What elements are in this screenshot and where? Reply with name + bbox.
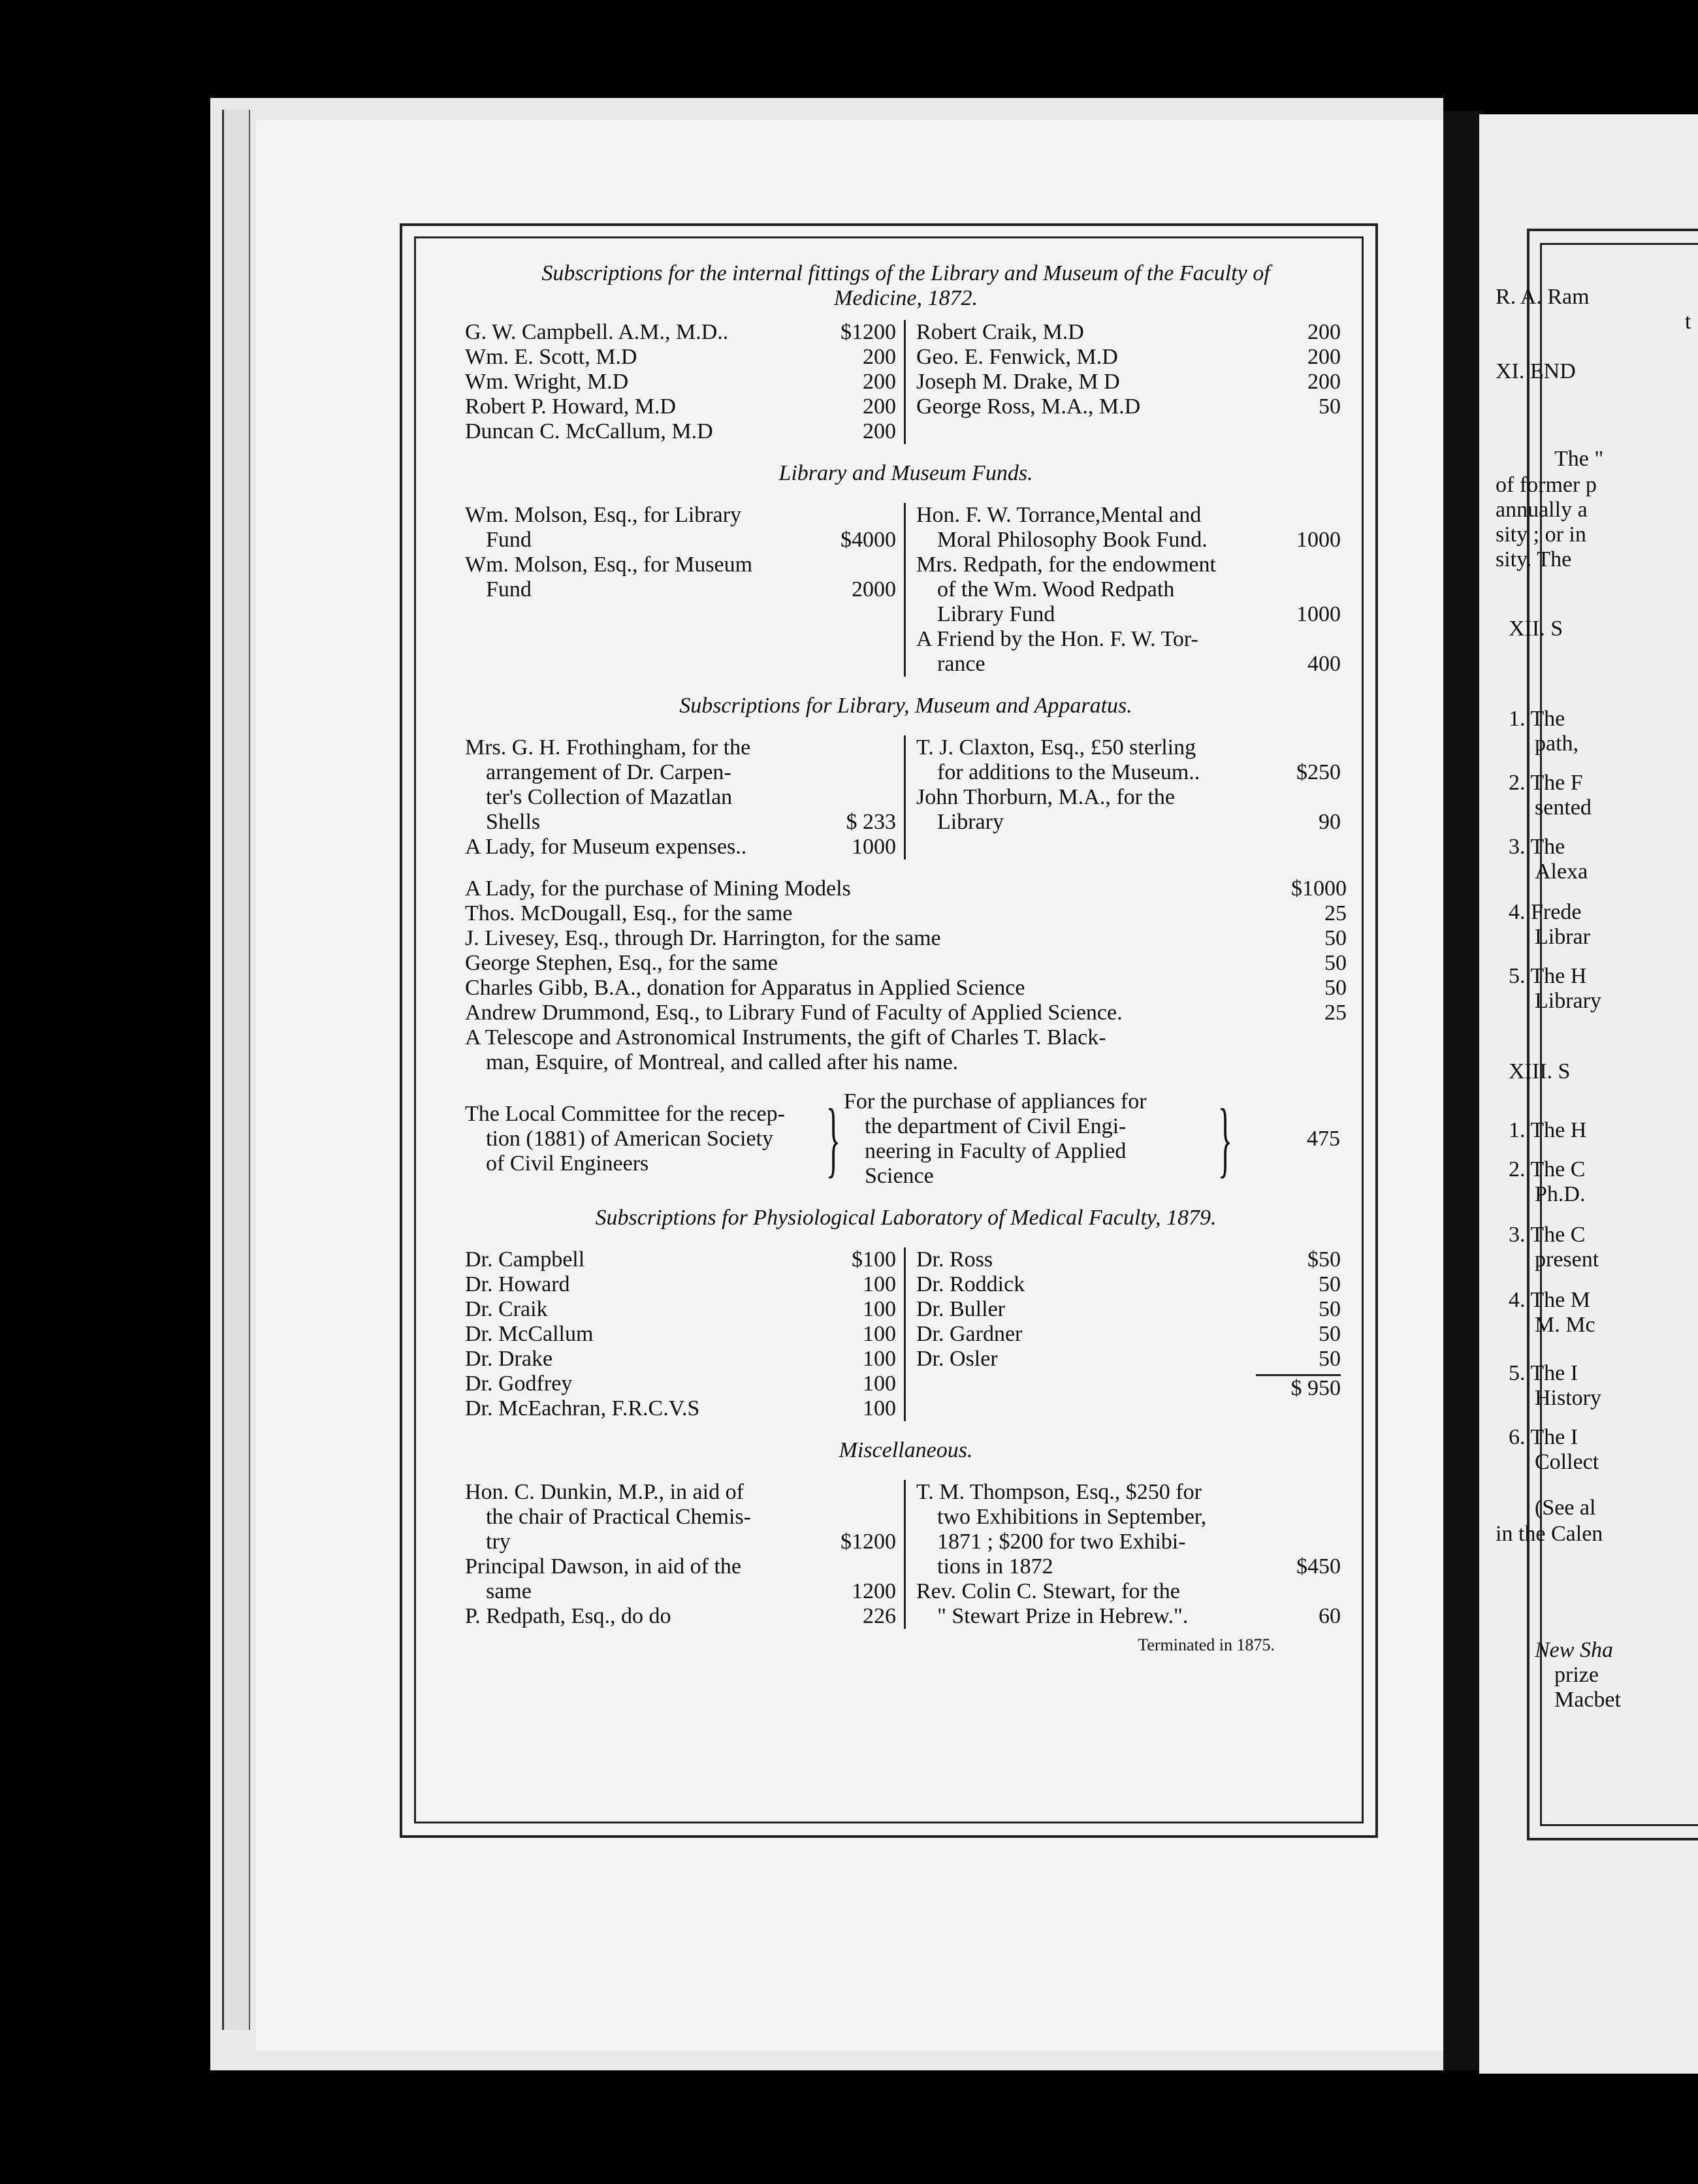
- list-item: " Stewart Prize in Hebrew.". 60: [937, 1604, 1341, 1628]
- right-page-text: 3. The: [1509, 835, 1565, 859]
- telescope-entry: A Telescope and Astronomical Instruments, the gift of Charles T. Black- man, Esquire, of Montreal, and called after his name.: [465, 1025, 1106, 1074]
- list-item: Dr. Drake 100: [465, 1347, 896, 1371]
- section-title-funds: Library and Museum Funds.: [778, 461, 1033, 485]
- right-page-text: Macbet: [1554, 1688, 1621, 1712]
- list-item: J. Livesey, Esq., through Dr. Harrington, for the same 50: [465, 926, 1347, 950]
- physio-left: [465, 1247, 906, 1421]
- right-page-text: XII. S: [1509, 617, 1563, 641]
- list-item: Dr. McEachran, F.R.C.V.S 100: [465, 1396, 896, 1421]
- page-title: Subscriptions for the internal fittings of the Library and Museum of the Faculty of Medicine, 1872.: [541, 261, 1270, 310]
- right-page-text: Library: [1535, 989, 1601, 1013]
- right-page-text: The ": [1554, 447, 1604, 471]
- list-item: A Lady, for Museum expenses.. 1000: [465, 835, 896, 859]
- right-page-text: sented: [1535, 795, 1592, 820]
- right-page-text: History: [1535, 1386, 1601, 1410]
- right-page-text: XI. END: [1496, 359, 1576, 383]
- list-item: Dr. Howard 100: [465, 1272, 896, 1296]
- right-page-text: t: [1685, 310, 1691, 334]
- right-page-text: 1. The H: [1509, 1118, 1587, 1142]
- section-title-physio: Subscriptions for Physiological Laboratory of Medical Faculty, 1879.: [595, 1206, 1217, 1230]
- misc-table: [465, 1480, 1347, 1629]
- list-item: G. W. Campbell. A.M., M.D.. $1200: [465, 320, 896, 344]
- section-title-misc: Miscellaneous.: [839, 1438, 973, 1462]
- right-page-text: sity ; or in: [1496, 522, 1586, 547]
- right-page-text: Collect: [1535, 1450, 1599, 1474]
- list-item: Geo. E. Fenwick, M.D 200: [916, 345, 1341, 369]
- page-edge: [222, 110, 250, 2030]
- apparatus-right: T. J. Claxton, Esq., £50 sterling for additions to the Museum.. $250 John Thorburn, M.A., for the Library 90: [916, 735, 1341, 834]
- brace-glyph: }: [1218, 1092, 1232, 1186]
- right-page-text: 4. The M: [1509, 1288, 1590, 1312]
- right-page-text: M. Mc: [1535, 1313, 1595, 1337]
- right-page-text: Ph.D.: [1535, 1182, 1586, 1206]
- right-page-text: 6. The I: [1509, 1425, 1578, 1449]
- list-item: Library 90: [937, 810, 1341, 834]
- right-page-text: prize: [1554, 1663, 1599, 1687]
- list-item: try $1200: [486, 1530, 896, 1554]
- list-item: Fund 2000: [486, 577, 896, 602]
- page-content: [465, 261, 1347, 1658]
- list-item: Dr. McCallum 100: [465, 1322, 896, 1346]
- list-item: George Ross, M.A., M.D 50: [916, 394, 1341, 419]
- list-item: Thos. McDougall, Esq., for the same 25: [465, 901, 1347, 925]
- right-page-text: 5. The I: [1509, 1361, 1578, 1385]
- fittings-table: [465, 320, 1347, 444]
- list-item: for additions to the Museum.. $250: [937, 760, 1341, 784]
- list-item: Dr. Godfrey 100: [465, 1372, 896, 1396]
- right-page-text: R. A. Ram: [1496, 285, 1590, 309]
- right-page-text: 4. Frede: [1509, 900, 1582, 924]
- right-page-text: New Sha: [1535, 1638, 1613, 1662]
- physio-right: [906, 1247, 1341, 1421]
- list-item: Dr. Craik 100: [465, 1297, 896, 1321]
- list-item: tions in 1872 $450: [937, 1554, 1341, 1579]
- list-item: Dr. Osler 50: [916, 1347, 1341, 1371]
- list-item: Wm. Wright, M.D 200: [465, 370, 896, 394]
- right-page-text: in the Calen: [1496, 1522, 1603, 1546]
- list-item: A Lady, for the purchase of Mining Models $1000: [465, 876, 1347, 901]
- right-page-text: 3. The C: [1509, 1223, 1586, 1247]
- right-page-text: 5. The H: [1509, 964, 1587, 988]
- list-item: Dr. Roddick 50: [916, 1272, 1341, 1296]
- list-item: Dr. Buller 50: [916, 1297, 1341, 1321]
- misc-right: T. M. Thompson, Esq., $250 for two Exhibitions in September, 1871 ; $200 for two Exhibi- tions in 1872 $450 Rev. Colin C. Stewart, for the " Stewart Prize in Hebrew.". 60: [916, 1480, 1341, 1628]
- list-item: Andrew Drummond, Esq., to Library Fund of Faculty of Applied Science. 25: [465, 1001, 1347, 1025]
- fittings-left: [465, 320, 906, 444]
- list-item: Moral Philosophy Book Fund. 1000: [937, 528, 1341, 552]
- list-item: Library Fund 1000: [937, 602, 1341, 626]
- book-gutter: [1443, 111, 1482, 2070]
- right-page-text: annually a: [1496, 498, 1588, 522]
- list-item: George Stephen, Esq., for the same 50: [465, 951, 1347, 975]
- list-item: Duncan C. McCallum, M.D 200: [465, 419, 896, 443]
- list-item: Charles Gibb, B.A., donation for Apparatus in Applied Science 50: [465, 976, 1347, 1000]
- misc-left: Hon. C. Dunkin, M.P., in aid of the chair of Practical Chemis- try $1200 Principal Dawson, in aid of the same 1200 P. Redpath, Esq., do do 226: [465, 1480, 906, 1629]
- apparatus-left: Mrs. G. H. Frothingham, for the arrangement of Dr. Carpen- ter's Collection of Mazatlan Shells $ 233 A Lady, for Museum expenses.. 1000: [465, 735, 906, 859]
- physio-table: [465, 1247, 1347, 1421]
- right-page-text: XIII. S: [1509, 1059, 1571, 1084]
- footnote: Terminated in 1875.: [1138, 1635, 1275, 1654]
- list-item: Dr. Ross $50: [916, 1247, 1341, 1272]
- list-item: Robert P. Howard, M.D 200: [465, 394, 896, 419]
- right-page-text: Alexa: [1535, 859, 1588, 884]
- list-item: Fund $4000: [486, 528, 896, 552]
- brace-glyph: }: [826, 1092, 841, 1186]
- list-item: Dr. Gardner 50: [916, 1322, 1341, 1346]
- list-item: Robert Craik, M.D 200: [916, 320, 1341, 344]
- funds-table: [465, 503, 1347, 677]
- fittings-right: [906, 320, 1341, 444]
- right-page-text: path,: [1535, 731, 1579, 756]
- list-item: Shells $ 233: [486, 810, 896, 834]
- right-page-text: present: [1535, 1247, 1599, 1272]
- list-item: same 1200: [486, 1579, 896, 1603]
- right-page-text: 2. The C: [1509, 1157, 1586, 1181]
- list-item: P. Redpath, Esq., do do 226: [465, 1604, 896, 1628]
- misc-list: [465, 876, 1347, 1075]
- right-page-text: of former p: [1496, 473, 1597, 497]
- list-item: rance 400: [937, 652, 1341, 676]
- committee-entry: The Local Committee for the recep- tion (1881) of American Society of Civil Engineers } For the purchase of appliances for the department of Civil Engi- neering in Faculty of Applied Science } 475: [465, 1089, 1340, 1188]
- right-page-text: sity. The: [1496, 547, 1572, 571]
- apparatus-table: [465, 735, 1347, 859]
- section-title-apparatus: Subscriptions for Library, Museum and Apparatus.: [679, 694, 1132, 718]
- physio-total: $ 950: [1290, 1376, 1341, 1400]
- right-page-text: (See al: [1535, 1496, 1596, 1520]
- list-item: Joseph M. Drake, M D 200: [916, 370, 1341, 394]
- funds-right: Hon. F. W. Torrance,Mental and Moral Philosophy Book Fund. 1000 Mrs. Redpath, for the endowment of the Wm. Wood Redpath Library Fund 1000 A Friend by the Hon. F. W. Tor- rance 400: [916, 503, 1341, 676]
- list-item: Wm. E. Scott, M.D 200: [465, 345, 896, 369]
- list-item: Dr. Campbell $100: [465, 1247, 896, 1272]
- right-page-text: Librar: [1535, 925, 1590, 949]
- funds-left: Wm. Molson, Esq., for Library Fund $4000 Wm. Molson, Esq., for Museum Fund 2000: [465, 503, 906, 677]
- right-page-text: 1. The: [1509, 707, 1565, 731]
- right-page-text: 2. The F: [1509, 771, 1583, 795]
